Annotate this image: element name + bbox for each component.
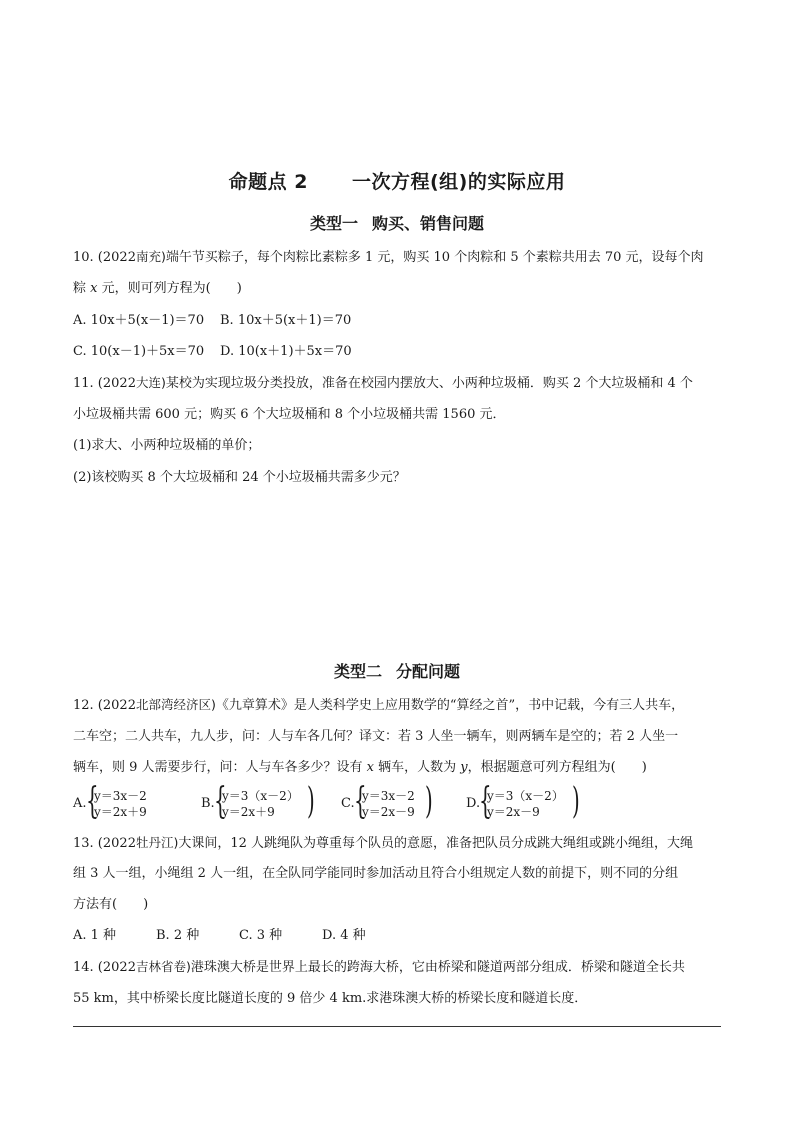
- q12-option-c: [341, 781, 446, 824]
- section-number: 命题点 2: [228, 171, 308, 193]
- q13-option-a: A. 1 种: [73, 928, 117, 943]
- left-brace-icon: {: [354, 781, 367, 822]
- q12-option-a-eq1: y＝3x－2: [94, 789, 147, 803]
- q10-text1: 端午节买粽子，每个肉粽比素粽多 1 元，购买 10 个肉粽和 5 个素粽共用去 70 元，设每个肉: [165, 250, 704, 265]
- q12-number: 12. (2022: [73, 698, 136, 713]
- section-name: 一次方程(组)的实际应用: [351, 171, 566, 193]
- q14-source: 吉林省卷): [135, 959, 191, 974]
- q11-number: 11. (2022: [73, 376, 136, 391]
- type-one-name: 购买、销售问题: [372, 214, 485, 233]
- left-brace-icon: {: [479, 781, 492, 822]
- q12-line3: [73, 759, 733, 777]
- q12-option-b-eq1: y＝3（x－2）: [222, 789, 299, 803]
- q12-option-d-eq1: y＝3（x－2）: [487, 789, 564, 803]
- q11-line1: [73, 374, 733, 393]
- q14-text1: 港珠澳大桥是世界上最长的跨海大桥，它由桥梁和隧道两部分组成．桥梁和隧道全长共: [190, 960, 685, 975]
- q10-options-row1: [73, 312, 733, 330]
- type-one-label: 类型一: [309, 214, 358, 233]
- section-title: [0, 167, 794, 194]
- q12-option-b-eq2: y＝2x＋9: [222, 805, 275, 819]
- q10-option-a: A. 10x＋5(x－1)＝70: [73, 313, 205, 328]
- type-two-label: 类型二: [333, 662, 382, 681]
- right-paren-icon: ): [307, 781, 315, 822]
- q14-line2: 55 km，其中桥梁长度比隧道长度的 9 倍少 4 km.求港珠澳大桥的桥梁长度和隧道长度．: [73, 991, 588, 1006]
- q11-part1: (1)求大、小两种垃圾桶的单价；: [73, 438, 261, 453]
- q10-option-d: D. 10(x＋1)＋5x＝70: [220, 344, 352, 359]
- type-one-heading: [0, 211, 794, 234]
- q12-option-d-eq2: y＝2x－9: [487, 805, 540, 819]
- q11-source: 大连): [135, 375, 166, 390]
- bottom-divider: [73, 1026, 721, 1027]
- q12-option-b: [201, 781, 321, 824]
- q10-option-c: C. 10(x－1)＋5x＝70: [73, 344, 205, 359]
- right-paren-icon: ): [425, 781, 433, 822]
- q13-options: [73, 927, 733, 945]
- q10-option-b: B. 10x＋5(x＋1)＝70: [220, 313, 352, 328]
- q12-text3c: ，根据题意可列方程组为( ): [467, 760, 647, 775]
- q12-option-b-label: B.: [201, 796, 215, 811]
- q13-option-d: D. 4 种: [322, 928, 366, 943]
- q13-number: 13. (2022: [73, 836, 136, 851]
- q12-option-d: [466, 781, 586, 824]
- q12-option-a: [73, 781, 173, 824]
- q12-option-c-label: C.: [341, 796, 355, 811]
- right-paren-icon: ): [572, 781, 580, 822]
- q12-line1: [73, 696, 733, 715]
- q10-text2a: 粽: [73, 281, 91, 296]
- q12-text3b: 辆车，人数为: [374, 760, 461, 775]
- q13-line3: 方法有( ): [73, 897, 149, 912]
- q14-line1: [73, 958, 733, 977]
- q11-line2: 小垃圾桶共需 600 元；购买 6 个大垃圾桶和 8 个小垃圾桶共需 1560 元．: [73, 407, 506, 422]
- q13-source: 牡丹江): [135, 835, 179, 850]
- q13-line2: 组 3 人一组，小绳组 2 人一组，在全队同学能同时参加活动且符合小组规定人数的前提下，则不同的分组: [73, 866, 679, 881]
- q10-variable: x: [90, 281, 98, 296]
- q11-text1: 某校为实现垃圾分类投放，准备在校园内摆放大、小两种垃圾桶．购买 2 个大垃圾桶和 4 个: [165, 376, 693, 391]
- q12-source: 北部湾经济区): [135, 697, 216, 712]
- q13-option-b: B. 2 种: [156, 928, 200, 943]
- q12-option-d-label: D.: [466, 796, 481, 811]
- q10-options-row2: [73, 343, 733, 361]
- q12-variable-x: x: [366, 760, 375, 775]
- q13-option-c: C. 3 种: [239, 928, 283, 943]
- type-two-name: 分配问题: [396, 662, 461, 681]
- q10-line1: [73, 248, 733, 267]
- q10-text2b: 元，则可列方程为( ): [97, 281, 242, 296]
- q12-line2: 二车空；二人共车，九人步，问：人与车各几何？译文：若 3 人坐一辆车，则两辆车是空的；若 2 人坐一: [73, 729, 679, 744]
- q13-line1: [73, 834, 733, 853]
- q10-line2: [73, 280, 733, 298]
- q12-option-a-eq2: y＝2x＋9: [94, 805, 147, 819]
- q11-part2: (2)该校购买 8 个大垃圾桶和 24 个小垃圾桶共需多少元？: [73, 470, 406, 485]
- type-two-heading: [0, 659, 794, 682]
- q12-option-c-eq2: y＝2x－9: [362, 805, 415, 819]
- q12-text3a: 辆车，则 9 人需要步行，问：人与车各多少？设有: [73, 760, 367, 775]
- q14-number: 14. (2022: [73, 960, 136, 975]
- left-brace-icon: {: [214, 781, 227, 822]
- left-brace-icon: {: [86, 781, 99, 822]
- q13-text1: 大课间，12 人跳绳队为尊重每个队员的意愿，准备把队员分成跳大绳组或跳小绳组，大绳: [178, 836, 694, 851]
- q12-text1: 《九章算术》是人类科学史上应用数学的“算经之首”，书中记载，今有三人共车，: [215, 698, 685, 713]
- q12-variable-y: y: [460, 760, 468, 775]
- q12-option-a-label: A.: [73, 796, 87, 811]
- q10-number: 10. (2022: [73, 250, 136, 265]
- q12-option-c-eq1: y＝3x－2: [362, 789, 415, 803]
- q10-source: 南充): [135, 249, 166, 264]
